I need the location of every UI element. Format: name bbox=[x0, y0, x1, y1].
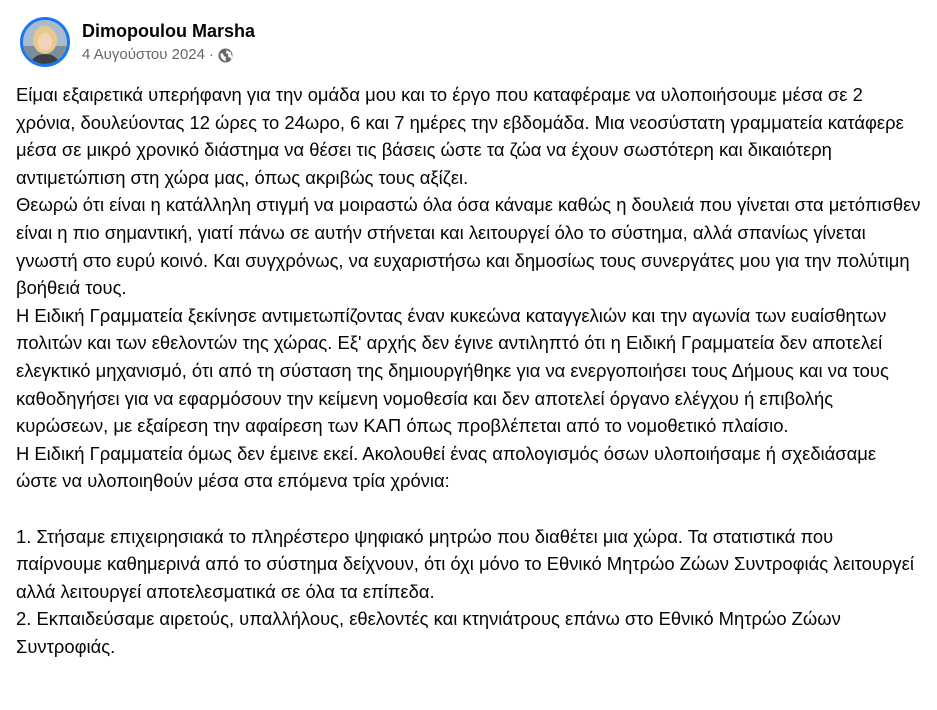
post-paragraph: Η Ειδική Γραμματεία όμως δεν έμεινε εκεί. Ακολουθεί ένας απολογισμός όσων υλοποιήσαμε ή σχεδιάσαμε ώστε να υλοποιηθούν μέσα στα επόμενα τρία χρόνια: bbox=[16, 442, 877, 492]
paragraph-spacer bbox=[16, 495, 921, 523]
separator-dot: · bbox=[209, 46, 214, 63]
list-item: 2. Εκπαιδεύσαμε αιρετούς, υπαλλήλους, εθελοντές και κτηνιάτρους επάνω στο Εθνικό Μητρώο Ζώων Συντροφιάς. bbox=[16, 608, 841, 657]
author-name[interactable]: Dimopoulou Marsha bbox=[82, 21, 256, 41]
post-paragraph: Είμαι εξαιρετικά υπερήφανη για την ομάδα μου και το έργο που καταφέραμε να υλοποιήσουμε μέσα σε 2 χρόνια, δουλεύοντας 12 ώρες το 24ωρο, 6 και 7 ημέρες την εβδομάδα. Μια νεοσύστατη γραμματεία κατάφερε μέσα σε μικρό χρονικό διάστημα να θέσει τις βάσεις ώστε τα ζώα να έχουν σωστότερη και δικαιότερη αντιμετώπιση στη χώρα μας, όπως ακριβώς τους αξίζει. bbox=[16, 84, 904, 188]
post-date[interactable]: 4 Αυγούστου 2024 bbox=[82, 46, 205, 63]
post-paragraph: Θεωρώ ότι είναι η κατάλληλη στιγμή να μοιραστώ όλα όσα κάναμε καθώς η δουλειά που γίνεται στα μετόπισθεν είναι η πιο σημαντική, γιατί πάνω σε αυτήν στήνεται και λειτουργεί όλο το σύστημα, αλλά σπανίως γίνεται γνωστή στο ευρύ κοινό. Και συγχρόνως, να ευχαριστήσω και δημοσίως τους συνεργάτες μου για την πολύτιμη βοήθειά τους. bbox=[16, 194, 921, 299]
globe-icon[interactable] bbox=[218, 48, 233, 63]
author-avatar[interactable] bbox=[20, 17, 70, 67]
post-header bbox=[20, 16, 255, 68]
post-subline bbox=[82, 46, 255, 64]
post-paragraph: Η Ειδική Γραμματεία ξεκίνησε αντιμετωπίζοντας έναν κυκεώνα καταγγελιών και την αγωνία των ευαίσθητων πολιτών και των εθελοντών της χώρας. Εξ' αρχής δεν έγινε αντιληπτό ότι η Ειδική Γραμματεία δεν αποτελεί ελεγκτικό μηχανισμό, ότι από τη σύσταση της δημιουργήθηκε για να ενεργοποιήσει τους Δήμους και να τους καθοδηγήσει για να εφαρμόσουν την κείμενη νομοθεσία και δεν αποτελεί όργανο ελέγχου ή επιβολής κυρώσεων, με εξαίρεση την αφαίρεση των ΚΑΠ όπως προβλέπεται από το νομοθετικό πλαίσιο. bbox=[16, 304, 889, 437]
avatar-photo bbox=[23, 20, 67, 64]
post-meta bbox=[82, 20, 255, 64]
list-item: 1. Στήσαμε επιχειρησιακά το πληρέστερο ψηφιακό μητρώο που διαθέτει μια χώρα. Τα στατιστικά που παίρνουμε καθημερινά από το σύστημα δείχνουν, ότι όχι μόνο το Εθνικό Μητρώο Ζώων Συντροφιάς λειτουργεί αλλά λειτουργεί αποτελεσματικά σε όλα τα επίπεδα. bbox=[16, 525, 914, 602]
post-body bbox=[16, 81, 921, 660]
